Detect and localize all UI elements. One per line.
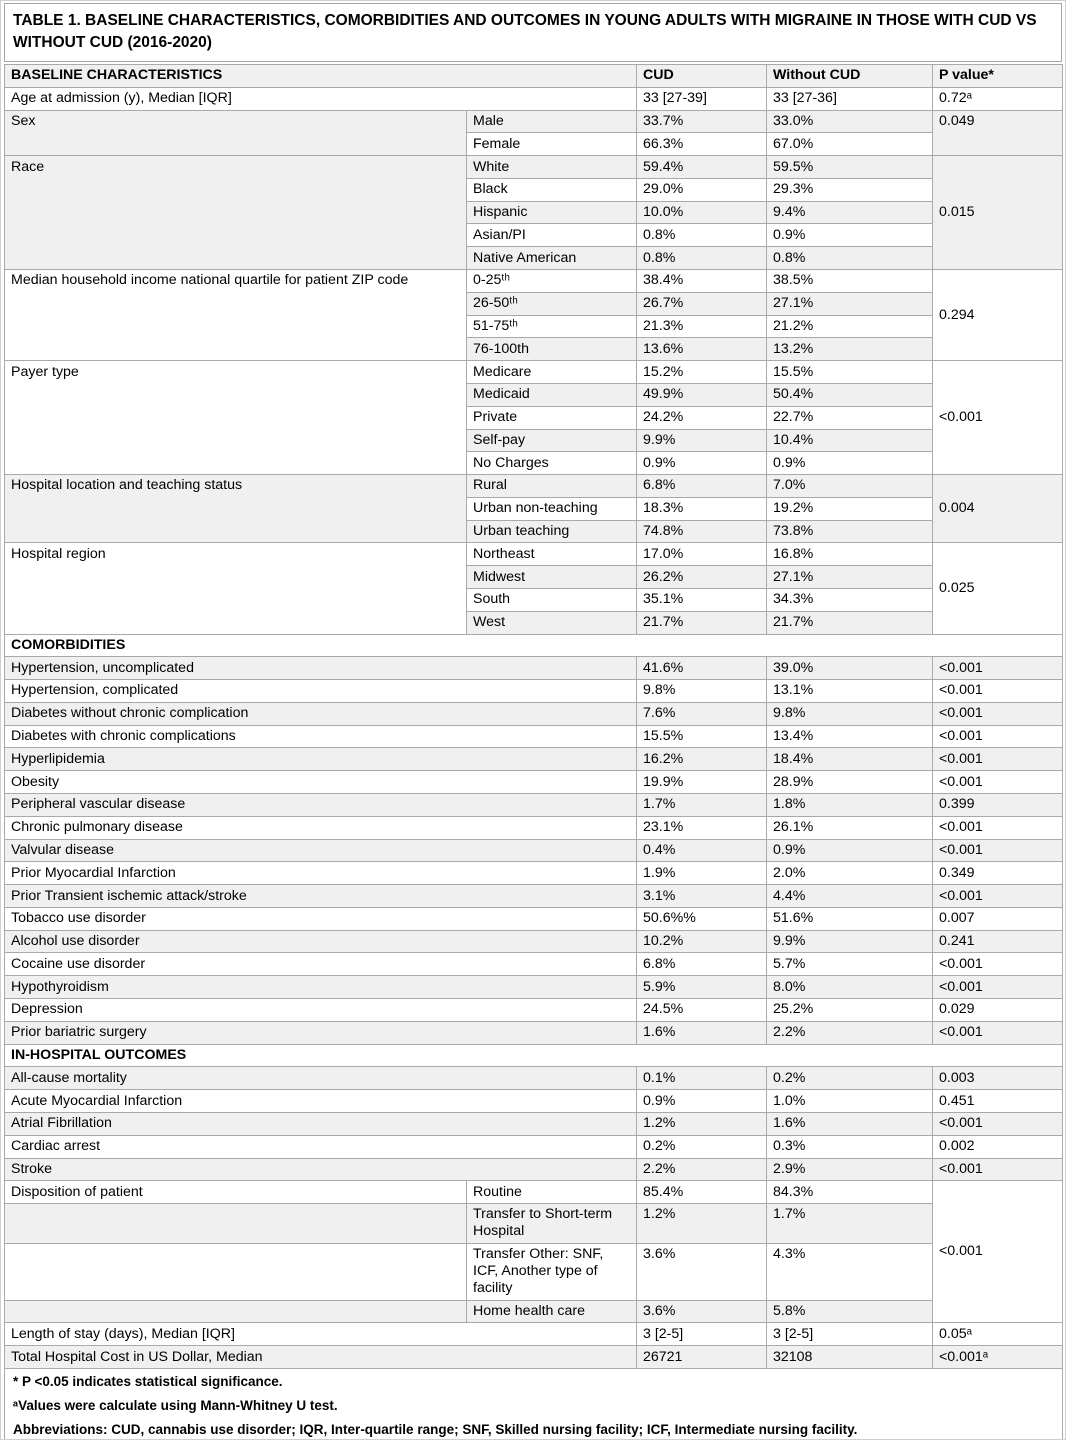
table-cell: 21.7% (637, 611, 767, 634)
row-label: Prior Myocardial Infarction (5, 862, 637, 885)
table-cell: 33.0% (767, 110, 933, 133)
table-cell: 6.8% (637, 475, 767, 498)
row-label: Total Hospital Cost in US Dollar, Median (5, 1346, 637, 1369)
table-row (5, 475, 1063, 498)
table-cell: 27.1% (767, 292, 933, 315)
footnote-significance: * P <0.05 indicates statistical significance. (13, 1373, 283, 1389)
table-row (5, 976, 1063, 999)
p-value: <0.001 (933, 1112, 1063, 1135)
table-cell: 7.6% (637, 702, 767, 725)
row-label: Cardiac arrest (5, 1135, 637, 1158)
table-cell: 2.9% (767, 1158, 933, 1181)
p-value: <0.001 (933, 885, 1063, 908)
table-cell: 41.6% (637, 657, 767, 680)
table-row (5, 657, 1063, 680)
sub-label: Urban non-teaching (467, 497, 637, 520)
table-cell: 38.5% (767, 270, 933, 293)
table-cell: 0.9% (767, 452, 933, 475)
p-value: 0.349 (933, 862, 1063, 885)
table-cell: 24.5% (637, 999, 767, 1022)
sub-label: Transfer Other: SNF, ICF, Another type of facility (467, 1243, 637, 1300)
p-value: <0.001 (933, 748, 1063, 771)
table-cell: 33 [27-36] (767, 87, 933, 110)
row-label: Hypothyroidism (5, 976, 637, 999)
table-cell: 18.3% (637, 497, 767, 520)
table-cell: 51.6% (767, 907, 933, 930)
row-label: Depression (5, 999, 637, 1022)
table-row (5, 1090, 1063, 1113)
table-cell: 9.8% (637, 680, 767, 703)
table-row (5, 87, 1063, 110)
table-cell: 15.2% (637, 361, 767, 384)
col-header-p-value: P value* (933, 65, 1063, 88)
table-row (5, 839, 1063, 862)
table-cell: 21.3% (637, 315, 767, 338)
table-cell: 1.6% (637, 1021, 767, 1044)
table-cell: 13.1% (767, 680, 933, 703)
table-row (5, 907, 1063, 930)
row-label: Chronic pulmonary disease (5, 816, 637, 839)
table-cell: 0.8% (767, 247, 933, 270)
table-cell: 5.9% (637, 976, 767, 999)
table-cell: 2.0% (767, 862, 933, 885)
table-row (5, 930, 1063, 953)
sub-label: South (467, 588, 637, 611)
empty-cell (5, 1204, 467, 1244)
table-cell: 0.9% (637, 1090, 767, 1113)
table-cell: 26721 (637, 1346, 767, 1369)
table-row (5, 748, 1063, 771)
table-cell: 39.0% (767, 657, 933, 680)
row-label: Acute Myocardial Infarction (5, 1090, 637, 1113)
p-value: <0.001 (933, 680, 1063, 703)
table-row (5, 680, 1063, 703)
row-label: Median household income national quartile for patient ZIP code (5, 270, 467, 361)
p-value: 0.015 (933, 156, 1063, 270)
row-label: Atrial Fibrillation (5, 1112, 637, 1135)
table-cell: 29.3% (767, 178, 933, 201)
p-value: 0.003 (933, 1067, 1063, 1090)
p-value: 0.002 (933, 1135, 1063, 1158)
table-cell: 13.2% (767, 338, 933, 361)
row-label: Hospital region (5, 543, 467, 634)
table-row (5, 543, 1063, 566)
sub-label: Female (467, 133, 637, 156)
table-cell: 0.9% (637, 452, 767, 475)
row-label: Diabetes with chronic complications (5, 725, 637, 748)
table-cell: 0.4% (637, 839, 767, 862)
sub-label: West (467, 611, 637, 634)
sub-label: Routine (467, 1181, 637, 1204)
table-cell: 7.0% (767, 475, 933, 498)
table-cell: 21.2% (767, 315, 933, 338)
table-row (5, 156, 1063, 179)
table-row (5, 110, 1063, 133)
table-row (5, 999, 1063, 1022)
sub-label: No Charges (467, 452, 637, 475)
table-cell: 9.4% (767, 201, 933, 224)
table-cell: 0.8% (637, 224, 767, 247)
table-cell: 1.7% (767, 1204, 933, 1244)
sub-label: Rural (467, 475, 637, 498)
table-cell: 10.2% (637, 930, 767, 953)
sub-label: Urban teaching (467, 520, 637, 543)
table-row (5, 725, 1063, 748)
table-cell: 3 [2-5] (637, 1323, 767, 1346)
row-label: Payer type (5, 361, 467, 475)
table-cell: 9.9% (767, 930, 933, 953)
footnote-mann-whitney: ᵃValues were calculate using Mann-Whitney U test. (13, 1397, 338, 1413)
p-value: 0.004 (933, 475, 1063, 543)
table-cell: 29.0% (637, 178, 767, 201)
p-value: <0.001 (933, 839, 1063, 862)
table-cell: 10.4% (767, 429, 933, 452)
table-cell: 19.9% (637, 771, 767, 794)
table-cell: 49.9% (637, 383, 767, 406)
table-cell: 2.2% (637, 1158, 767, 1181)
row-label: Disposition of patient (5, 1181, 467, 1204)
table-cell: 1.7% (637, 794, 767, 817)
table-cell: 0.2% (767, 1067, 933, 1090)
table-cell: 13.6% (637, 338, 767, 361)
sub-label: Black (467, 178, 637, 201)
table-row (5, 1243, 1063, 1300)
table-cell: 32108 (767, 1346, 933, 1369)
table-cell: 24.2% (637, 406, 767, 429)
sub-label: Male (467, 110, 637, 133)
sub-label: 76-100th (467, 338, 637, 361)
table-cell: 16.2% (637, 748, 767, 771)
table-cell: 3 [2-5] (767, 1323, 933, 1346)
table-cell: 1.2% (637, 1112, 767, 1135)
row-label: Cocaine use disorder (5, 953, 637, 976)
table-cell: 67.0% (767, 133, 933, 156)
p-value: <0.001ᵃ (933, 1346, 1063, 1369)
row-label: Hospital location and teaching status (5, 475, 467, 543)
row-label: Hyperlipidemia (5, 748, 637, 771)
table-cell: 5.8% (767, 1300, 933, 1323)
sub-label: 26-50ᵗʰ (467, 292, 637, 315)
p-value: <0.001 (933, 1158, 1063, 1181)
row-label: Obesity (5, 771, 637, 794)
table-cell: 1.6% (767, 1112, 933, 1135)
sub-label: 0-25ᵗʰ (467, 270, 637, 293)
p-value: <0.001 (933, 1021, 1063, 1044)
row-label: Peripheral vascular disease (5, 794, 637, 817)
table-cell: 28.9% (767, 771, 933, 794)
p-value: 0.399 (933, 794, 1063, 817)
table-row (5, 771, 1063, 794)
table-cell: 18.4% (767, 748, 933, 771)
table-cell: 16.8% (767, 543, 933, 566)
table-cell: 34.3% (767, 588, 933, 611)
sub-label: White (467, 156, 637, 179)
table-cell: 0.1% (637, 1067, 767, 1090)
p-value: 0.241 (933, 930, 1063, 953)
table-cell: 1.8% (767, 794, 933, 817)
table-cell: 8.0% (767, 976, 933, 999)
table-cell: 50.6%% (637, 907, 767, 930)
sub-label: Midwest (467, 566, 637, 589)
table-cell: 9.8% (767, 702, 933, 725)
sub-label: Medicare (467, 361, 637, 384)
sub-label: Northeast (467, 543, 637, 566)
empty-cell (5, 1243, 467, 1300)
table-cell: 66.3% (637, 133, 767, 156)
row-label: Hypertension, complicated (5, 680, 637, 703)
row-label: Prior Transient ischemic attack/stroke (5, 885, 637, 908)
table-row (5, 862, 1063, 885)
table-cell: 85.4% (637, 1181, 767, 1204)
table-cell: 3.6% (637, 1243, 767, 1300)
p-value: 0.007 (933, 907, 1063, 930)
table-cell: 9.9% (637, 429, 767, 452)
row-label: Valvular disease (5, 839, 637, 862)
table-cell: 6.8% (637, 953, 767, 976)
p-value: <0.001 (933, 1181, 1063, 1323)
table-row (5, 816, 1063, 839)
p-value: 0.72ᵃ (933, 87, 1063, 110)
table-cell: 22.7% (767, 406, 933, 429)
p-value: <0.001 (933, 361, 1063, 475)
table-cell: 26.1% (767, 816, 933, 839)
row-label: Stroke (5, 1158, 637, 1181)
table-row (5, 1021, 1063, 1044)
table-cell: 26.7% (637, 292, 767, 315)
table-cell: 13.4% (767, 725, 933, 748)
table-row (5, 885, 1063, 908)
footnotes-cell (5, 1368, 1063, 1440)
table-cell: 4.4% (767, 885, 933, 908)
col-header-baseline-characteristics: BASELINE CHARACTERISTICS (5, 65, 637, 88)
table-cell: 35.1% (637, 588, 767, 611)
sub-label: Self-pay (467, 429, 637, 452)
table-cell: 23.1% (637, 816, 767, 839)
table-cell: 33 [27-39] (637, 87, 767, 110)
table-cell: 50.4% (767, 383, 933, 406)
row-label: Hypertension, uncomplicated (5, 657, 637, 680)
p-value: <0.001 (933, 725, 1063, 748)
row-label: Sex (5, 110, 467, 156)
sub-label: Native American (467, 247, 637, 270)
table-cell: 73.8% (767, 520, 933, 543)
table-cell: 3.6% (637, 1300, 767, 1323)
empty-cell (5, 1300, 467, 1323)
col-header-cud: CUD (637, 65, 767, 88)
table-row (5, 361, 1063, 384)
table-cell: 4.3% (767, 1243, 933, 1300)
sub-label: Transfer to Short-term Hospital (467, 1204, 637, 1244)
p-value: 0.029 (933, 999, 1063, 1022)
row-label: Alcohol use disorder (5, 930, 637, 953)
sub-label: Private (467, 406, 637, 429)
table-row (5, 953, 1063, 976)
table-cell: 19.2% (767, 497, 933, 520)
table-cell: 17.0% (637, 543, 767, 566)
p-value: <0.001 (933, 702, 1063, 725)
table-cell: 27.1% (767, 566, 933, 589)
table-cell: 59.4% (637, 156, 767, 179)
table-row (5, 702, 1063, 725)
header-row (5, 65, 1063, 88)
table-row (5, 270, 1063, 293)
table-cell: 0.3% (767, 1135, 933, 1158)
table-row (5, 1204, 1063, 1244)
table-row (5, 1044, 1063, 1067)
sub-label: Medicaid (467, 383, 637, 406)
table-row (5, 1135, 1063, 1158)
p-value: 0.049 (933, 110, 1063, 156)
table-cell: 1.2% (637, 1204, 767, 1244)
table-cell: 74.8% (637, 520, 767, 543)
col-header-without-cud: Without CUD (767, 65, 933, 88)
table-cell: 0.9% (767, 839, 933, 862)
footnotes-row (5, 1368, 1063, 1440)
table-cell: 10.0% (637, 201, 767, 224)
p-value: 0.05ᵃ (933, 1323, 1063, 1346)
table-cell: 38.4% (637, 270, 767, 293)
table-cell: 2.2% (767, 1021, 933, 1044)
table-row (5, 1067, 1063, 1090)
baseline-table (4, 64, 1063, 1440)
table-row (5, 1112, 1063, 1135)
row-label: Race (5, 156, 467, 270)
table-cell: 0.8% (637, 247, 767, 270)
p-value: 0.294 (933, 270, 1063, 361)
table-cell: 0.2% (637, 1135, 767, 1158)
sub-label: Home health care (467, 1300, 637, 1323)
table-cell: 59.5% (767, 156, 933, 179)
row-label: All-cause mortality (5, 1067, 637, 1090)
row-label: Diabetes without chronic complication (5, 702, 637, 725)
p-value: <0.001 (933, 657, 1063, 680)
row-label: Length of stay (days), Median [IQR] (5, 1323, 637, 1346)
table-cell: 21.7% (767, 611, 933, 634)
table-cell: 25.2% (767, 999, 933, 1022)
row-label: Tobacco use disorder (5, 907, 637, 930)
table-cell: 26.2% (637, 566, 767, 589)
table-row (5, 794, 1063, 817)
table-cell: 15.5% (767, 361, 933, 384)
section-header-comorbidities: COMORBIDITIES (5, 634, 1063, 657)
sub-label: Hispanic (467, 201, 637, 224)
table-cell: 1.9% (637, 862, 767, 885)
p-value: <0.001 (933, 953, 1063, 976)
p-value: 0.451 (933, 1090, 1063, 1113)
table-row (5, 1300, 1063, 1323)
table-row (5, 1346, 1063, 1369)
sub-label: Asian/PI (467, 224, 637, 247)
table-cell: 84.3% (767, 1181, 933, 1204)
section-header-outcomes: IN-HOSPITAL OUTCOMES (5, 1044, 1063, 1067)
table-cell: 15.5% (637, 725, 767, 748)
p-value: <0.001 (933, 976, 1063, 999)
table-row (5, 1158, 1063, 1181)
table-row (5, 1181, 1063, 1204)
footnote-abbreviations: Abbreviations: CUD, cannabis use disorder; IQR, Inter-quartile range; SNF, Skilled nursing facility; ICF, Intermediate nursing facility. (13, 1421, 858, 1437)
p-value: <0.001 (933, 816, 1063, 839)
table-row (5, 634, 1063, 657)
table-cell: 1.0% (767, 1090, 933, 1113)
table-cell: 5.7% (767, 953, 933, 976)
table-row (5, 1323, 1063, 1346)
table-cell: 3.1% (637, 885, 767, 908)
sub-label: 51-75ᵗʰ (467, 315, 637, 338)
table-title: TABLE 1. BASELINE CHARACTERISTICS, COMORBIDITIES AND OUTCOMES IN YOUNG ADULTS WITH MIGRAINE IN THOSE WITH CUD VS WITHOUT CUD (2016-2020) (4, 3, 1062, 62)
p-value: <0.001 (933, 771, 1063, 794)
row-label: Prior bariatric surgery (5, 1021, 637, 1044)
table-cell: 0.9% (767, 224, 933, 247)
p-value: 0.025 (933, 543, 1063, 634)
row-label: Age at admission (y), Median [IQR] (5, 87, 637, 110)
table-cell: 33.7% (637, 110, 767, 133)
